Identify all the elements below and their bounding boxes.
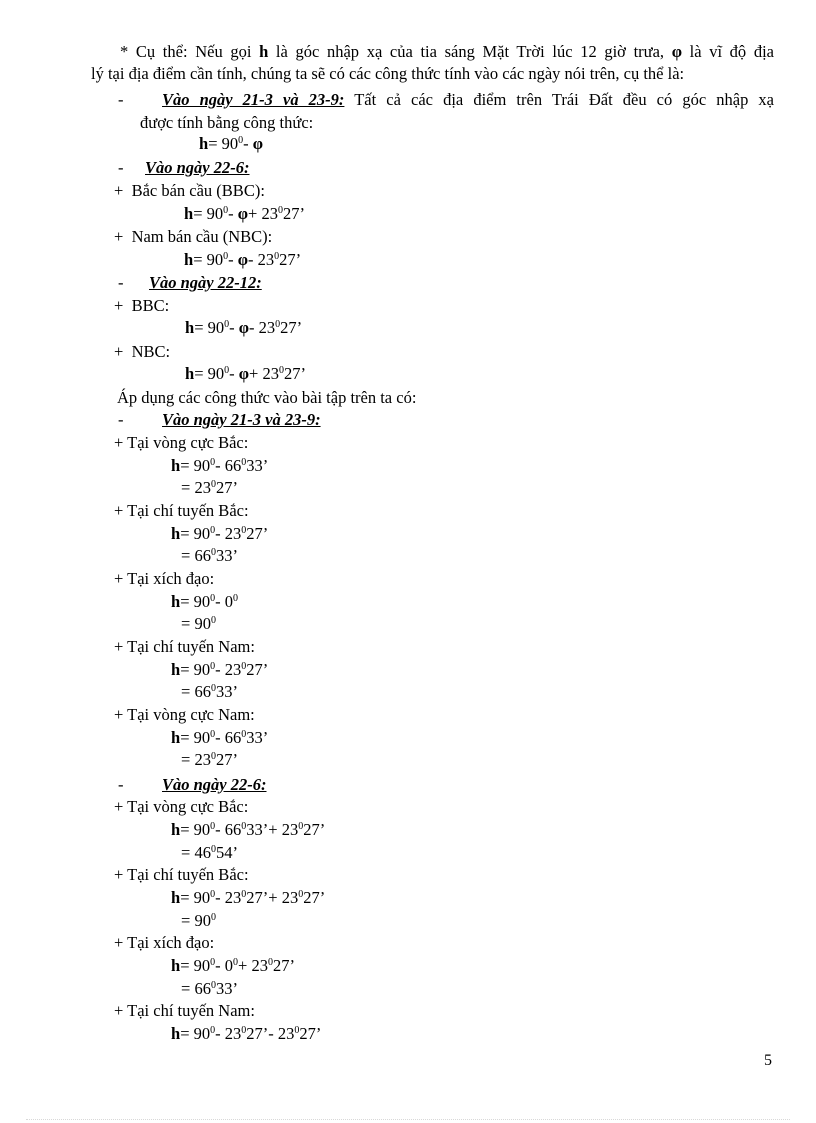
- a2-capricorn: + Tại chí tuyến Nam:: [114, 1001, 255, 1020]
- s2-bbc: + Bắc bán cầu (BBC):: [114, 181, 265, 200]
- s3-dash: -: [118, 273, 124, 292]
- a1-arctic: + Tại vòng cực Bắc:: [114, 433, 249, 452]
- a2-dash: -: [118, 775, 124, 794]
- s3-title: Vào ngày 22-12:: [149, 273, 262, 292]
- a2-equator-formula: $h= 90^0-$ $0^0+ 23^027$’: [171, 956, 295, 975]
- a1-equator-formula: $h= 90^0-$ $0^0$: [171, 592, 238, 611]
- a2-capricorn-formula: $h= 90^0-$ $23^027’-$ $23^027$’: [171, 1024, 322, 1043]
- a2-arctic: + Tại vòng cực Bắc:: [114, 797, 249, 816]
- a2-cancer: + Tại chí tuyến Bắc:: [114, 865, 249, 884]
- apply-text: Áp dụng các công thức vào bài tập trên ta có:: [117, 388, 417, 407]
- s1-dash: -: [118, 90, 124, 109]
- s1-heading-line: Vào ngày 21-3 và 23-9: Tất cả các địa điểm trên Trái Đất đều có góc nhập xạ: [162, 90, 774, 109]
- s3-nbc: + NBC:: [114, 342, 171, 361]
- a2-equator: + Tại xích đạo:: [114, 933, 215, 952]
- a2-cancer-formula: $h= 90^0-$ $23^027’+ 23^027$’: [171, 888, 326, 907]
- s2-title: Vào ngày 22-6:: [145, 158, 250, 177]
- a1-equator: + Tại xích đạo:: [114, 569, 215, 588]
- a1-arctic-formula: $h= 90^0-$ $66^033$’: [171, 456, 269, 475]
- a1-cancer-result: = $66^033$’: [181, 546, 238, 565]
- a1-title: Vào ngày 21-3 và 23-9:: [162, 410, 321, 429]
- a1-cancer-formula: $h= 90^0-$ $23^027$’: [171, 524, 269, 543]
- s1-text-2: được tính bằng công thức:: [140, 113, 314, 132]
- a1-capricorn-result: = $66^033$’: [181, 682, 238, 701]
- s3-nbc-formula: $h= 90^0-$ $\varphi+ 23^027$’: [185, 364, 306, 383]
- a1-arctic-result: = $23^027$’: [181, 478, 238, 497]
- a1-capricorn: + Tại chí tuyến Nam:: [114, 637, 255, 656]
- a2-equator-result: = $66^033$’: [181, 979, 238, 998]
- intro-line-2: lý tại địa điểm cần tính, chúng ta sẽ có các công thức tính vào các ngày nói trên, cụ thể là:: [91, 64, 685, 83]
- a1-antarctic-formula: $h= 90^0-$ $66^033$’: [171, 728, 269, 747]
- page-number: 5: [764, 1052, 772, 1069]
- a1-equator-result: = $90^0$: [181, 614, 216, 633]
- page-bottom-divider: [26, 1119, 790, 1120]
- a1-dash: -: [118, 410, 124, 429]
- s1-formula: $h= 90^0-$ φ: [199, 134, 264, 153]
- s1-title: Vào ngày 21-3 và 23-9:: [162, 90, 345, 109]
- s2-nbc-formula: $h= 90^0-$ φ- $23^027$’: [184, 250, 302, 269]
- s3-bbc-formula: $h= 90^0-$ φ- $23^027$’: [185, 318, 303, 337]
- a1-cancer: + Tại chí tuyến Bắc:: [114, 501, 249, 520]
- a2-arctic-result: = $46^054$’: [181, 843, 238, 862]
- a2-cancer-result: = $90^0$: [181, 911, 216, 930]
- s2-dash: -: [118, 158, 124, 177]
- a1-capricorn-formula: $h= 90^0-$ $23^027$’: [171, 660, 269, 679]
- a2-title: Vào ngày 22-6:: [162, 775, 267, 794]
- a1-antarctic-result: = $23^027$’: [181, 750, 238, 769]
- a2-arctic-formula: $h= 90^0-$ $66^033’+ 23^027$’: [171, 820, 326, 839]
- a1-antarctic: + Tại vòng cực Nam:: [114, 705, 255, 724]
- s2-nbc: + Nam bán cầu (NBC):: [114, 227, 273, 246]
- s3-bbc: + BBC:: [114, 296, 170, 315]
- intro-line-1: * Cụ thể: Nếu gọi h là góc nhập xạ của tia sáng Mặt Trời lúc 12 giờ trưa, φ là vĩ độ địa: [120, 42, 774, 61]
- s2-bbc-formula: $h= 90^0-$ $\varphi+ 23^027$’: [184, 204, 305, 223]
